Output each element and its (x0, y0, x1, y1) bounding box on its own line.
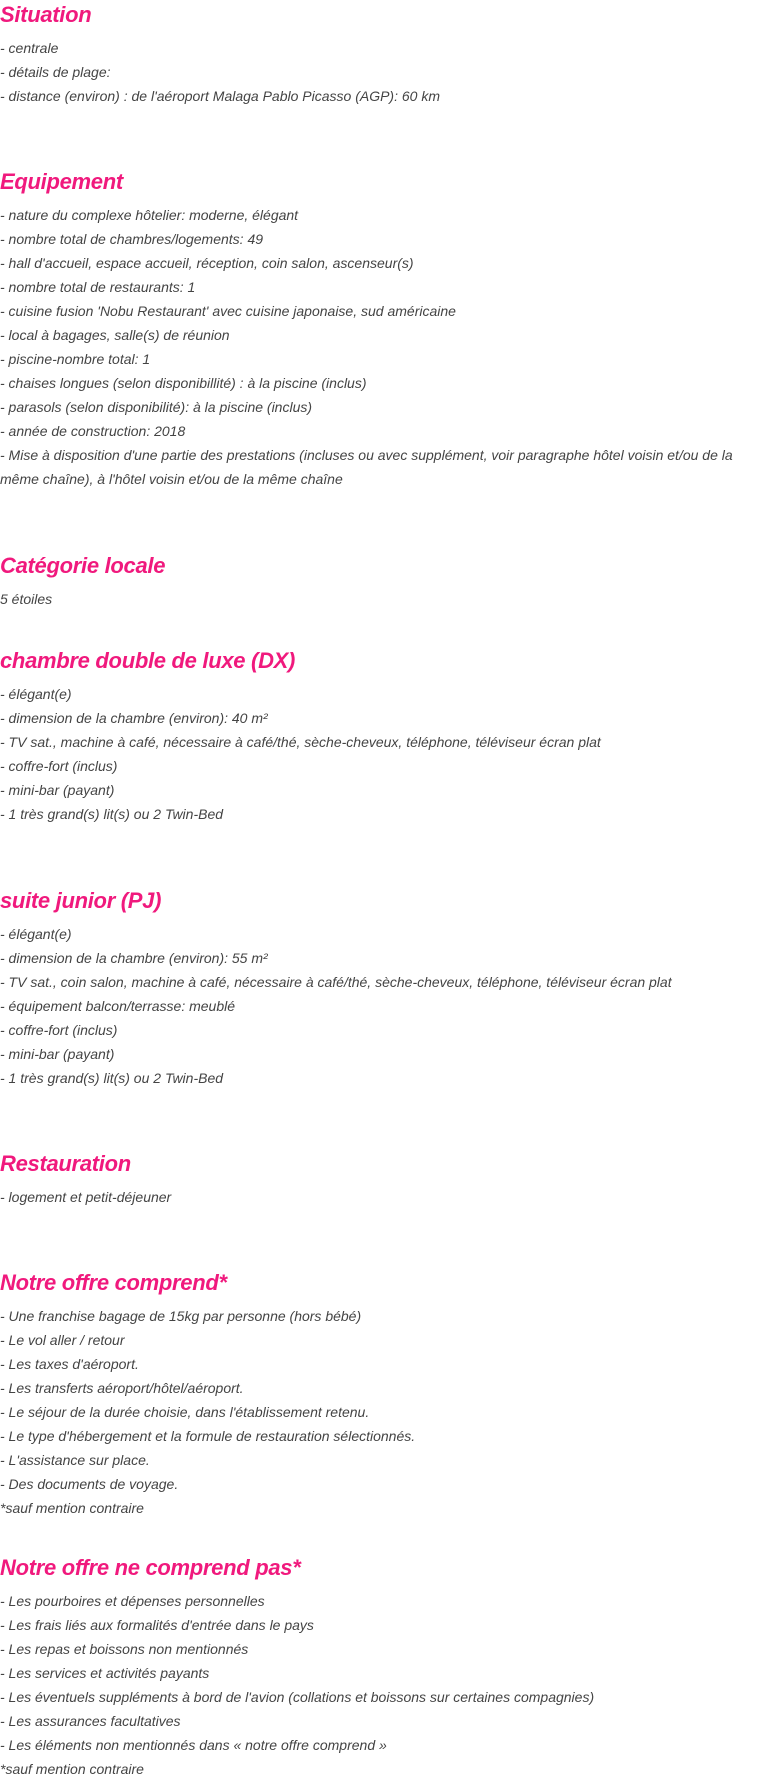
list-item: - nombre total de chambres/logements: 49 (0, 231, 264, 247)
list-item: - distance (environ) : de l'aéroport Malaga Pablo Picasso (AGP): 60 km (0, 88, 440, 104)
list-item: - local à bagages, salle(s) de réunion (0, 327, 230, 343)
list-item: - nature du complexe hôtelier: moderne, élégant (0, 207, 299, 223)
list-item: - Les éléments non mentionnés dans « notre offre comprend » (0, 1737, 387, 1753)
list-item: - dimension de la chambre (environ): 40 m² (0, 710, 268, 726)
list-item: - logement et petit-déjeuner (0, 1189, 172, 1205)
section-chambre-dx (0, 646, 750, 826)
offre-ne-comprend-pas-list (0, 1589, 750, 1781)
chambre-dx-list (0, 682, 750, 826)
list-item: - Les frais liés aux formalités d'entrée dans le pays (0, 1617, 314, 1633)
list-item: - hall d'accueil, espace accueil, réception, coin salon, ascenseur(s) (0, 255, 414, 271)
list-item: - mini-bar (payant) (0, 782, 115, 798)
list-item: - Mise à disposition d'une partie des prestations (incluses ou avec supplément, voir paragraphe hôtel voisin et/ou de la même chaîne), à l'hôtel voisin et/ou de la même chaîne (0, 447, 733, 487)
list-item: - Les repas et boissons non mentionnés (0, 1641, 249, 1657)
section-title: suite junior (PJ) (0, 888, 162, 913)
list-item: - Les assurances facultatives (0, 1713, 181, 1729)
section-categorie (0, 551, 750, 611)
list-item: - Les taxes d'aéroport. (0, 1356, 139, 1372)
list-item: - Le séjour de la durée choisie, dans l'établissement retenu. (0, 1404, 370, 1420)
list-item: - équipement balcon/terrasse: meublé (0, 998, 236, 1014)
section-suite-pj (0, 886, 750, 1090)
section-title: Equipement (0, 169, 123, 194)
section-title: Notre offre comprend* (0, 1270, 227, 1295)
list-item: - coffre-fort (inclus) (0, 1022, 118, 1038)
list-item: - Une franchise bagage de 15kg par personne (hors bébé) (0, 1308, 362, 1324)
list-item: - élégant(e) (0, 686, 72, 702)
list-item: - Les transferts aéroport/hôtel/aéroport. (0, 1380, 244, 1396)
list-item: - Le type d'hébergement et la formule de restauration sélectionnés. (0, 1428, 416, 1444)
list-item: - année de construction: 2018 (0, 423, 186, 439)
list-item: - 1 très grand(s) lit(s) ou 2 Twin-Bed (0, 806, 224, 822)
section-equipement (0, 167, 750, 491)
list-item: *sauf mention contraire (0, 1500, 144, 1516)
list-item: - piscine-nombre total: 1 (0, 351, 151, 367)
list-item: 5 étoiles (0, 591, 53, 607)
list-item: - cuisine fusion 'Nobu Restaurant' avec cuisine japonaise, sud américaine (0, 303, 456, 319)
restauration-list (0, 1185, 750, 1209)
equipement-list (0, 203, 750, 491)
section-title: Notre offre ne comprend pas* (0, 1555, 301, 1580)
offre-comprend-list (0, 1304, 750, 1520)
list-item: - coffre-fort (inclus) (0, 758, 118, 774)
section-title: chambre double de luxe (DX) (0, 648, 296, 673)
list-item: - détails de plage: (0, 64, 111, 80)
section-offre-comprend (0, 1268, 750, 1520)
list-item: - chaises longues (selon disponibillité) : à la piscine (inclus) (0, 375, 367, 391)
section-title: Restauration (0, 1151, 131, 1176)
section-offre-ne-comprend-pas (0, 1553, 750, 1781)
list-item: - mini-bar (payant) (0, 1046, 115, 1062)
list-item: - dimension de la chambre (environ): 55 m² (0, 950, 268, 966)
list-item: - Des documents de voyage. (0, 1476, 179, 1492)
list-item: - TV sat., coin salon, machine à café, nécessaire à café/thé, sèche-cheveux, téléphone, téléviseur écran plat (0, 974, 672, 990)
section-restauration (0, 1149, 750, 1209)
section-situation (0, 0, 750, 108)
section-title: Catégorie locale (0, 553, 166, 578)
section-title: Situation (0, 2, 92, 27)
situation-list (0, 36, 750, 108)
suite-pj-list (0, 922, 750, 1090)
list-item: - L'assistance sur place. (0, 1452, 150, 1468)
list-item: - centrale (0, 40, 59, 56)
list-item: - parasols (selon disponibilité): à la piscine (inclus) (0, 399, 313, 415)
list-item: - Les pourboires et dépenses personnelles (0, 1593, 265, 1609)
list-item: - élégant(e) (0, 926, 72, 942)
list-item: - 1 très grand(s) lit(s) ou 2 Twin-Bed (0, 1070, 224, 1086)
categorie-list (0, 587, 750, 611)
list-item: - TV sat., machine à café, nécessaire à café/thé, sèche-cheveux, téléphone, téléviseur écran plat (0, 734, 601, 750)
list-item: - Les services et activités payants (0, 1665, 210, 1681)
list-item: - nombre total de restaurants: 1 (0, 279, 196, 295)
list-item: *sauf mention contraire (0, 1761, 144, 1777)
list-item: - Le vol aller / retour (0, 1332, 125, 1348)
list-item: - Les éventuels suppléments à bord de l'avion (collations et boissons sur certaines compagnies) (0, 1689, 595, 1705)
